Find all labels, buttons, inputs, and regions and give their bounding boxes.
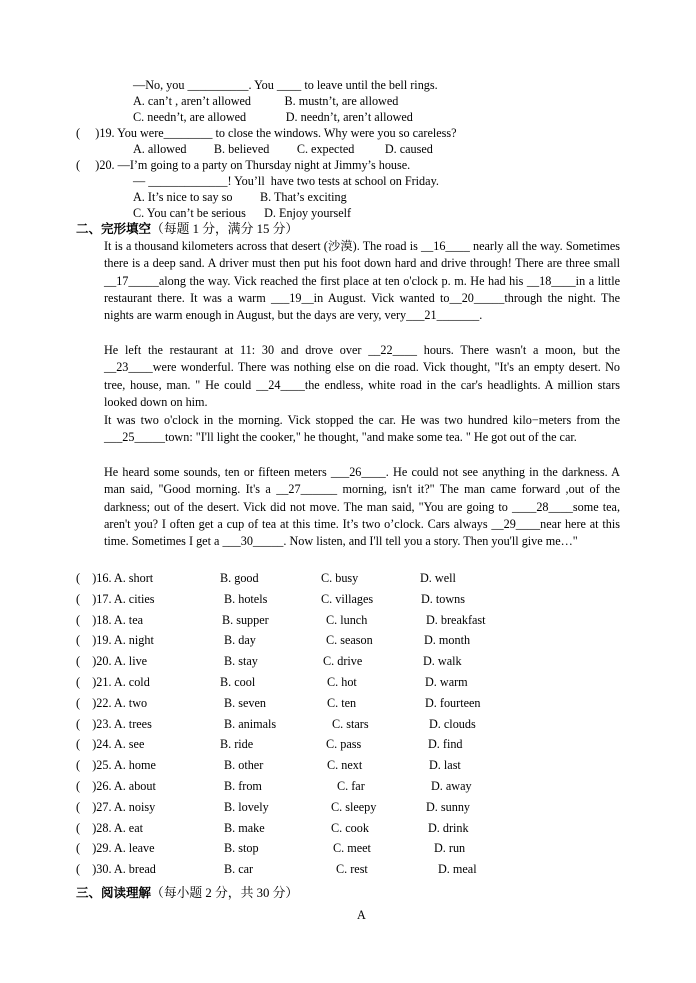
- option-d: D. run: [434, 841, 466, 856]
- option-number-a: ( )29. A. leave: [76, 841, 155, 856]
- option-b: B. car: [224, 862, 254, 877]
- option-d: D. month: [424, 633, 471, 648]
- option-d: D. last: [429, 758, 461, 773]
- option-b: B. stop: [224, 841, 259, 856]
- option-b: B. day: [224, 633, 256, 648]
- section-three-heading: [76, 885, 298, 901]
- q20-response: — _____________! You’ll have two tests at school on Friday.: [133, 174, 439, 188]
- option-d: D. meal: [438, 862, 477, 877]
- option-number-a: ( )21. A. cold: [76, 675, 150, 689]
- section-two-score: （每题 1 分，满分 15 分）: [151, 222, 299, 236]
- option-c: C. season: [326, 633, 373, 648]
- option-number-a: ( )19. A. night: [76, 633, 154, 648]
- option-number-a: ( )18. A. tea: [76, 612, 144, 627]
- option-b: B. hotels: [224, 591, 268, 606]
- section-three-score: （每小题 2 分，共 30 分）: [151, 886, 299, 900]
- option-b: B. from: [224, 779, 262, 793]
- option-d: D. clouds: [429, 716, 476, 731]
- passage-paragraph-2: He left the restaurant at 11: 30 and drove over __22____ hours. There wasn't a moon, but the __23____were wonderful. There was nothing else on die road. Vick thought, "It's an empty desert. No tree, house, man. " He could __24____the endless, white road in the car's headlights. A million stars looked down on him.: [104, 343, 620, 409]
- option-c: C. stars: [332, 716, 369, 731]
- q19-stem: ( )19. You were________ to close the windows. Why were you so careless?: [76, 126, 457, 140]
- q18-response: —No, you __________. You ____ to leave until the bell rings.: [133, 78, 438, 92]
- option-c: C. drive: [323, 654, 363, 669]
- option-number-a: ( )25. A. home: [76, 758, 156, 773]
- option-c: C. meet: [333, 841, 371, 856]
- option-number-a: ( )16. A. short: [76, 571, 154, 585]
- option-number-a: ( )20. A. live: [76, 654, 148, 669]
- option-c: C. cook: [331, 820, 369, 835]
- option-b: B. animals: [224, 716, 277, 731]
- option-number-a: ( )22. A. two: [76, 695, 148, 710]
- option-number-a: ( )23. A. trees: [76, 716, 152, 731]
- option-d: D. towns: [421, 591, 466, 606]
- option-number-a: ( )17. A. cities: [76, 591, 155, 606]
- option-d: D. fourteen: [425, 695, 481, 710]
- option-d: D. sunny: [426, 799, 471, 814]
- option-number-a: ( )30. A. bread: [76, 862, 156, 877]
- option-b: B. other: [224, 758, 264, 773]
- section-two-title: 二、完形填空: [76, 221, 152, 236]
- option-b: B. ride: [220, 737, 254, 752]
- option-b: B. stay: [224, 654, 258, 669]
- option-b: B. seven: [224, 695, 266, 710]
- option-b: B. supper: [222, 612, 269, 627]
- option-number-a: ( )27. A. noisy: [76, 799, 156, 814]
- option-d: D. well: [420, 571, 456, 585]
- option-c: C. hot: [327, 675, 357, 689]
- q19-options: A. allowed B. believed C. expected D. caused: [133, 142, 433, 156]
- option-number-a: ( )28. A. eat: [76, 820, 144, 835]
- option-number-a: ( )26. A. about: [76, 779, 156, 793]
- section-three-title: 三、阅读理解: [76, 885, 152, 900]
- q18-options-ab: A. can’t , aren’t allowed B. mustn’t, are allowed: [133, 94, 399, 108]
- section-two-heading: [76, 221, 298, 237]
- option-d: D. drink: [428, 820, 469, 835]
- option-c: C. sleepy: [331, 799, 377, 814]
- option-d: D. breakfast: [426, 612, 486, 627]
- option-c: C. far: [337, 779, 365, 793]
- option-b: B. make: [224, 820, 265, 835]
- q20-stem: ( )20. —I’m going to a party on Thursday night at Jimmy’s house.: [76, 158, 411, 172]
- q20-options-ab: A. It’s nice to say so B. That’s exciting: [133, 190, 347, 204]
- passage-paragraph-4: He heard some sounds, ten or fifteen meters ___26____. He could not see anything in the darkness. A man said, "Good morning. It's a __27______ morning, isn't it?" The man came forward ,out of the darkness; out of the desert. Vick did not move. The man said, "You are going to ____28____some tea, aren't you? I often get a cup of tea at this time. It’s two o’clock. Cars always __29____near here at this time. Sometimes I get a ___30_____. Now listen, and I'll tell you a story. Then you'll give me…": [104, 465, 620, 549]
- option-d: D. walk: [423, 654, 462, 669]
- option-b: B. cool: [220, 675, 256, 689]
- option-b: B. lovely: [224, 799, 269, 814]
- option-c: C. lunch: [326, 612, 368, 627]
- option-d: D. warm: [425, 675, 468, 689]
- passage-paragraph-1: It is a thousand kilometers across that desert (沙漠). The road is __16____ nearly all the way. Sometimes there is a deep sand. A driver must then put his foot down hard and drive through! There are three small __17_____along the way. Vick reached the first place at ten o'clock p. m. He had his __18____in a little restaurant there. It was a warm ___19__in August. Vick wanted to__20_____through the night. The nights are warm enough in August, but the days are very, very___21_______.: [104, 239, 620, 323]
- option-d: D. find: [428, 737, 463, 752]
- option-b: B. good: [220, 571, 259, 585]
- option-d: D. away: [431, 779, 472, 793]
- option-c: C. busy: [321, 571, 359, 585]
- q18-options-cd: C. needn’t, are allowed D. needn’t, aren’t allowed: [133, 110, 413, 124]
- option-c: C. pass: [326, 737, 362, 752]
- option-number-a: ( )24. A. see: [76, 737, 145, 752]
- option-c: C. rest: [336, 862, 368, 877]
- option-c: C. ten: [327, 695, 357, 710]
- q20-options-cd: C. You can’t be serious D. Enjoy yourself: [133, 206, 352, 220]
- option-c: C. next: [327, 758, 363, 773]
- option-c: C. villages: [321, 591, 374, 606]
- passage-paragraph-3: It was two o'clock in the morning. Vick stopped the car. He was two hundred kilo−meters from the ___25_____town: "I'll light the cooker," he thought, "and make some tea. " He got out of the car.: [104, 413, 620, 445]
- passage-a-label: A: [357, 908, 366, 922]
